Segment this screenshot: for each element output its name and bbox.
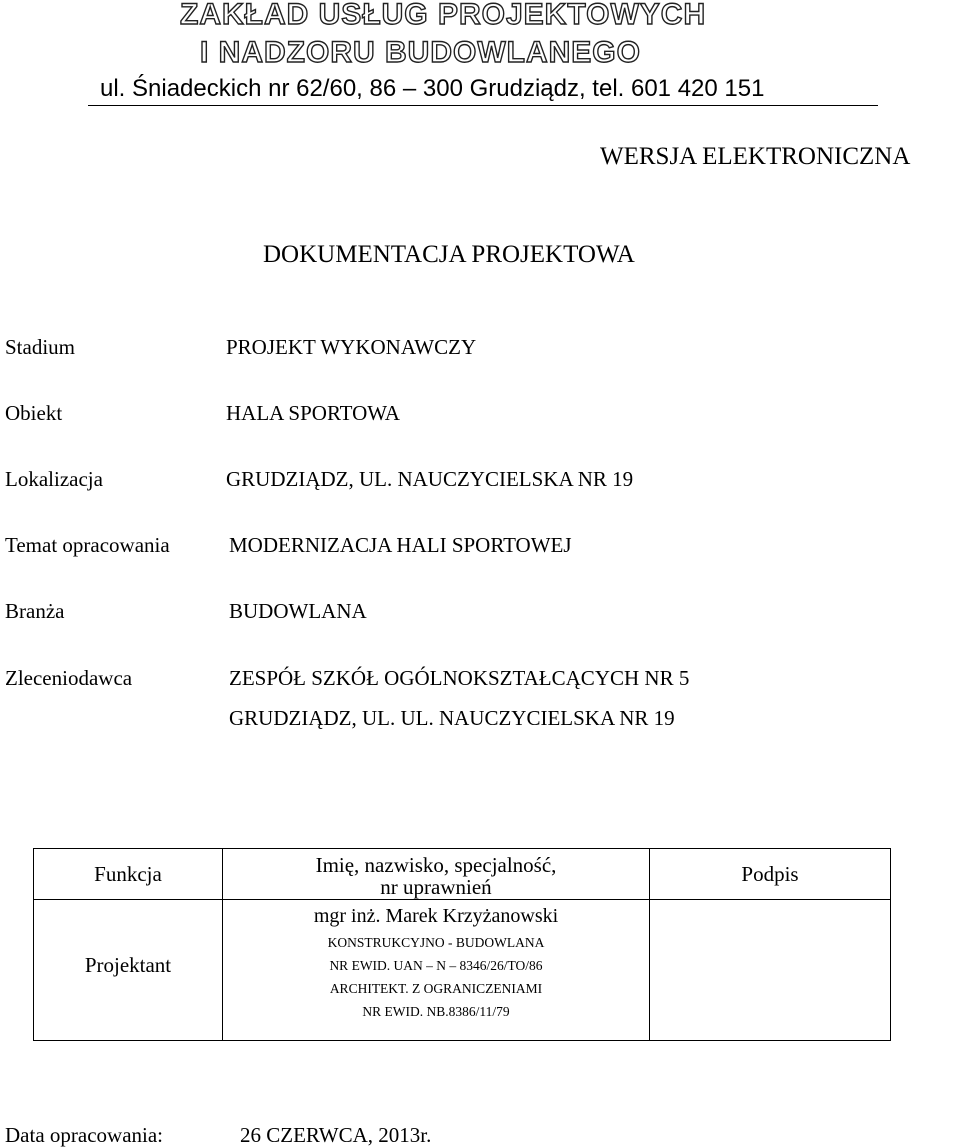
object-value: HALA SPORTOWA xyxy=(226,401,400,425)
company-name-line2: I NADZORU BUDOWLANEGO xyxy=(200,36,641,69)
table-row xyxy=(34,900,891,1041)
company-address: ul. Śniadeckich nr 62/60, 86 – 300 Grudziądz, tel. 601 420 151 xyxy=(100,75,765,102)
credential-line: NR EWID. UAN – N – 8346/26/TO/86 xyxy=(329,958,543,973)
signature-cell xyxy=(650,900,891,1041)
location-value: GRUDZIĄDZ, UL. NAUCZYCIELSKA NR 19 xyxy=(226,467,634,491)
stadium-value: PROJEKT WYKONAWCZY xyxy=(226,335,477,359)
signature-table xyxy=(33,848,891,1041)
version-label: WERSJA ELEKTRONICZNA xyxy=(600,143,911,170)
engineer-name: mgr inż. Marek Krzyżanowski xyxy=(313,905,559,927)
credential-line: ARCHITEKT. Z OGRANICZENIAMI xyxy=(329,981,543,996)
credential-line: KONSTRUKCYJNO - BUDOWLANA xyxy=(327,935,545,950)
date-label: Data opracowania: xyxy=(5,1123,164,1147)
header-function: Funkcja xyxy=(34,849,223,900)
header-name-credentials xyxy=(223,849,650,900)
object-label: Obiekt xyxy=(5,401,63,425)
table-header-row xyxy=(34,849,891,900)
date-value: 26 CZERWCA, 2013r. xyxy=(240,1123,432,1147)
subject-value: MODERNIZACJA HALI SPORTOWEJ xyxy=(229,533,572,557)
client-value-line2: GRUDZIĄDZ, UL. UL. NAUCZYCIELSKA NR 19 xyxy=(229,706,675,730)
subject-label: Temat opracowania xyxy=(5,533,170,557)
document-title: DOKUMENTACJA PROJEKTOWA xyxy=(263,241,635,268)
client-label: Zleceniodawca xyxy=(5,666,133,690)
header-name-line2: nr uprawnień xyxy=(380,875,492,899)
branch-value: BUDOWLANA xyxy=(229,599,367,623)
engineer-credentials xyxy=(223,931,649,1023)
credential-line: NR EWID. NB.8386/11/79 xyxy=(362,1004,510,1019)
role-cell: Projektant xyxy=(34,900,223,1041)
stadium-label: Stadium xyxy=(5,335,76,359)
company-name-line1: ZAKŁAD USŁUG PROJEKTOWYCH xyxy=(180,0,707,31)
engineer-cell xyxy=(223,900,650,1041)
branch-label: Branża xyxy=(5,599,65,623)
header-signature: Podpis xyxy=(650,849,891,900)
client-value-line1: ZESPÓŁ SZKÓŁ OGÓLNOKSZTAŁCĄCYCH NR 5 xyxy=(229,666,690,690)
header-divider xyxy=(88,105,878,106)
location-label: Lokalizacja xyxy=(5,467,103,491)
header-name-line1: Imię, nazwisko, specjalność, xyxy=(315,853,557,877)
